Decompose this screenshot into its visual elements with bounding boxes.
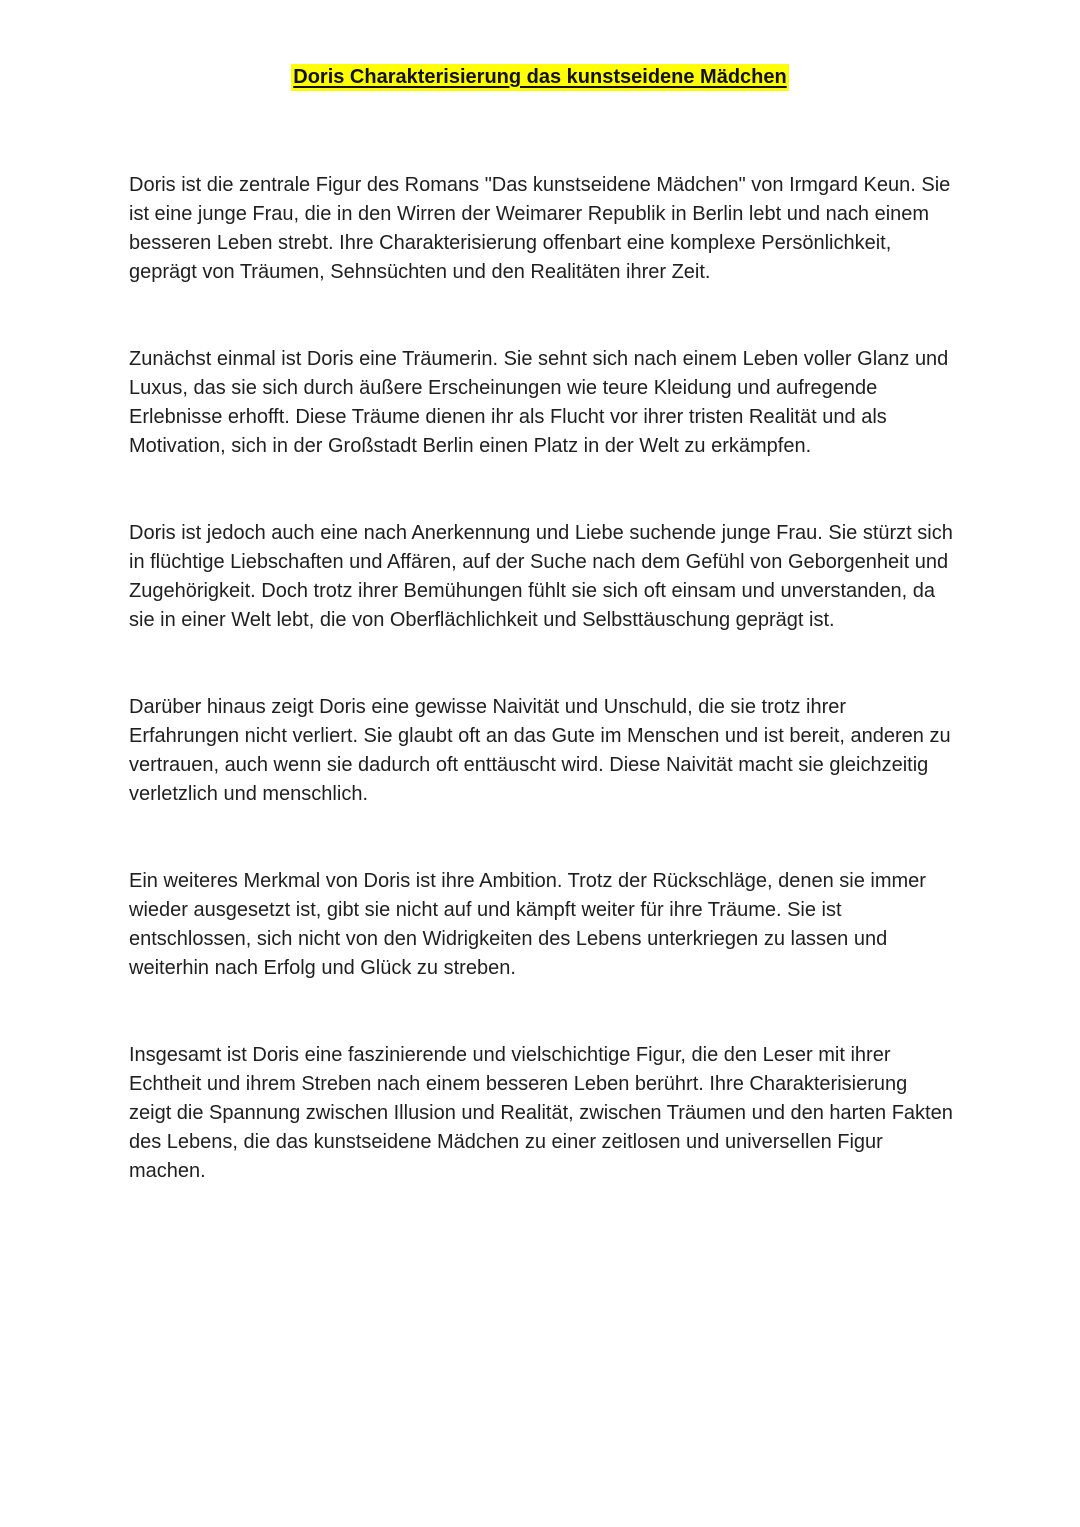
document-body	[129, 171, 955, 1244]
paragraph-conclusion: Insgesamt ist Doris eine faszinierende und vielschichtige Figur, die den Leser mit ihrer Echtheit und ihrem Streben nach einem besseren Leben berührt. Ihre Charakterisierung zeigt die Spannung zwischen Illusion und Realität, zwischen Träumen und den harten Fakten des Lebens, die das kunstseidene Mädchen zu einer zeitlosen und universellen Figur machen.	[129, 1044, 953, 1182]
document-title: Doris Charakterisierung das kunstseidene Mädchen	[291, 64, 789, 91]
paragraph-naivety: Darüber hinaus zeigt Doris eine gewisse Naivität und Unschuld, die sie trotz ihrer Erfahrungen nicht verliert. Sie glaubt oft an das Gute im Menschen und ist bereit, anderen zu vertrauen, auch wenn sie dadurch oft enttäuscht wird. Diese Naivität macht sie gleichzeitig verletzlich und menschlich.	[129, 696, 951, 805]
title-container	[0, 64, 1080, 91]
paragraph-intro: Doris ist die zentrale Figur des Romans "Das kunstseidene Mädchen" von Irmgard Keun. Sie ist eine junge Frau, die in den Wirren der Weimarer Republik in Berlin lebt und nach einem besseren Leben strebt. Ihre Charakterisierung offenbart eine komplexe Persönlichkeit, geprägt von Träumen, Sehnsüchten und den Realitäten ihrer Zeit.	[129, 174, 951, 283]
paragraph-recognition: Doris ist jedoch auch eine nach Anerkennung und Liebe suchende junge Frau. Sie stürzt sich in flüchtige Liebschaften und Affären, auf der Suche nach dem Gefühl von Geborgenheit und Zugehörigkeit. Doch trotz ihrer Bemühungen fühlt sie sich oft einsam und unverstanden, da sie in einer Welt lebt, die von Oberflächlichkeit und Selbsttäuschung geprägt ist.	[129, 522, 953, 631]
paragraph-dreamer: Zunächst einmal ist Doris eine Träumerin. Sie sehnt sich nach einem Leben voller Glanz und Luxus, das sie sich durch äußere Erscheinungen wie teure Kleidung und aufregende Erlebnisse erhofft. Diese Träume dienen ihr als Flucht vor ihrer tristen Realität und als Motivation, sich in der Großstadt Berlin einen Platz in der Welt zu erkämpfen.	[129, 348, 949, 457]
paragraph-ambition: Ein weiteres Merkmal von Doris ist ihre Ambition. Trotz der Rückschläge, denen sie immer wieder ausgesetzt ist, gibt sie nicht auf und kämpft weiter für ihre Träume. Sie ist entschlossen, sich nicht von den Widrigkeiten des Lebens unterkriegen zu lassen und weiterhin nach Erfolg und Glück zu streben.	[129, 870, 926, 979]
